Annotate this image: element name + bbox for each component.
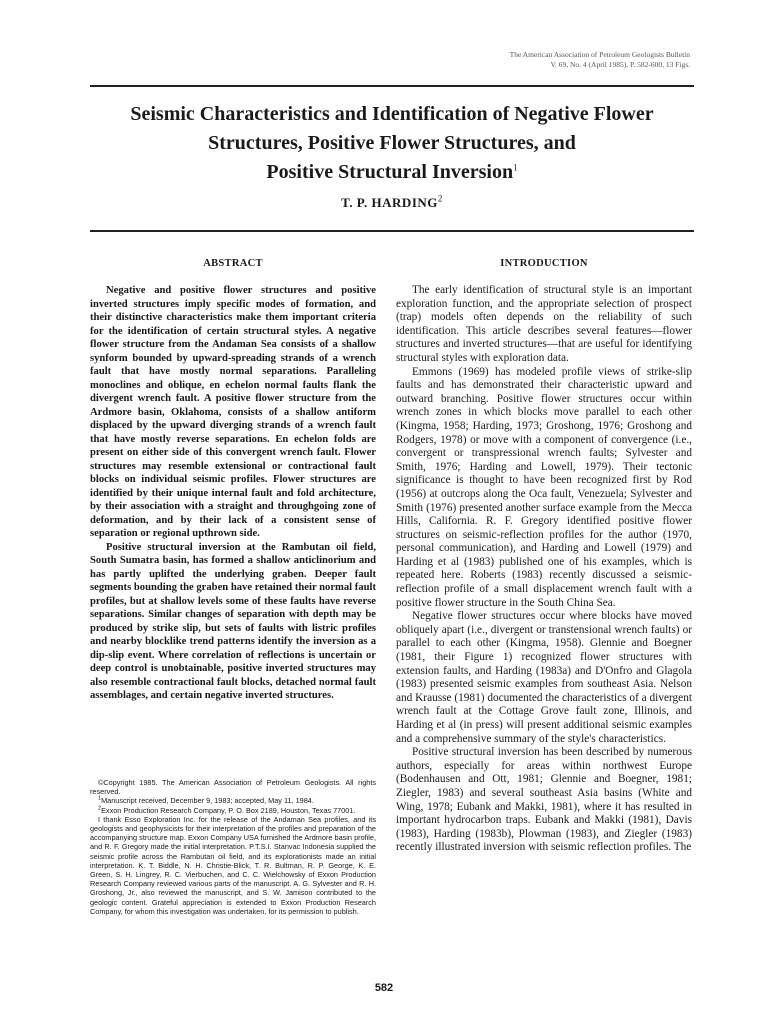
footnote-1-mark: 1 xyxy=(98,795,102,802)
bottom-rule xyxy=(90,230,694,232)
footnote-2-text: Exxon Production Research Company, P. O. Box 2189, Houston, Texas 77001. xyxy=(101,805,356,815)
journal-header-line-2: V. 69, No. 4 (April 1985), P. 582-600, 13 Figs. xyxy=(550,60,690,69)
page-number: 582 xyxy=(374,982,394,994)
author-name: T. P. HARDING xyxy=(341,195,438,210)
author-footnote-mark: 2 xyxy=(437,193,443,204)
introduction-heading: INTRODUCTION xyxy=(500,258,588,269)
introduction-paragraph-1: The early identification of structural style is an important exploration function, and the appropriate selection of prospect (trap) models often depends on the reliability of such identification. This article describes several features—flower structures and inverted structures—that are useful for identifying structural styles with exploration data. xyxy=(396,284,692,364)
journal-header xyxy=(510,50,690,70)
footnote-1 xyxy=(90,796,376,805)
top-rule xyxy=(90,85,694,87)
introduction-paragraph-3: Negative flower structures occur where blocks have moved obliquely apart (i.e., divergent or transtensional wrench faults) or parallel to each other (Kingma, 1958). Glennie and Boegner (1981, their Figure 1) recognized flower structures with extension faults, and Harding (1983a) and D'Onfro and Glagola (1983) presented seismic examples from southeast Asia. Nelson and Krausse (1981) documented the characteristics of a divergent wrench fault at the Cottage Grove fault zone, Illinois, and Harding et al (in press) will present additional seismic examples and a comprehensive summary of the style's characteristics. xyxy=(396,610,692,745)
title-line-1: Seismic Characteristics and Identification of Negative Flower xyxy=(130,103,654,125)
title-footnote-mark: 1 xyxy=(513,162,518,173)
acknowledgment: I thank Esso Exploration Inc. for the release of the Andaman Sea profiles, and its geologists and geophysicists for their interpretation of the profiles and preparation of the accompanying structure map. Exxon Company USA furnished the Ardmore basin profile, and R. F. Gregory made the initial interpretation. P.T.S.I. Stanvac Indonesia supplied the seismic profile across the Rambutan oil field, and its explorationists made an initial interpretation. K. T. Biddle, N. H. Christie-Blick, T. R. Bultman, R. P. George, K. E. Green, S. H. Lingrey, R. C. Vierbuchen, and C. C. Wielchowsky of Exxon Production Research Company reviewed various parts of the manuscript. A. G. Sylvester and R. H. Groshong, Jr., also reviewed the manuscript, and S. W. Jamison contributed to the geologic content. Grateful appreciation is extended to Exxon Production Research Company, for whom this investigation was undertaken, for its permission to publish. xyxy=(90,814,376,916)
title-line-3 xyxy=(90,158,694,187)
introduction-paragraph-4: Positive structural inversion has been described by numerous authors, especially for areas within northwest Europe (Bodenhausen and Ott, 1981; Glennie and Boegner, 1981; Ziegler, 1983) and several southeast Asia basins (White and Wing, 1978; Eubank and Makki, 1981), where it has resulted in important hydrocarbon traps. Eubank and Makki (1981), Davis (1983), Harding (1983b), Plowman (1983), and Ziegler (1983) recently illustrated inversion with seismic reflection profiles. The xyxy=(396,746,692,854)
footnotes xyxy=(90,778,376,916)
footnote-2-mark: 2 xyxy=(98,805,102,812)
author xyxy=(90,195,694,211)
abstract-section xyxy=(90,258,376,703)
copyright-notice: ©Copyright 1985. The American Association of Petroleum Geologists. All rights reserved. xyxy=(90,778,376,797)
introduction-section xyxy=(396,258,692,855)
footnote-2 xyxy=(90,806,376,815)
journal-header-line-1: The American Association of Petroleum Geologists Bulletin xyxy=(509,50,690,59)
article-title xyxy=(90,100,694,187)
title-line-3-text: Positive Structural Inversion xyxy=(266,161,514,183)
footnote-1-text: Manuscript received, December 9, 1983; accepted, May 11, 1984. xyxy=(101,796,314,806)
introduction-paragraph-2: Emmons (1969) has modeled profile views of strike-slip faults and has demonstrated their characteristic upward and outward branching. Positive flower structures occur within wrench zones in which blocks move parallel to each other (Kingma, 1958; Harding, 1973; Groshong, 1976; Groshong and Rodgers, 1978) or move with a component of convergence (i.e., convergent or transpressional wrench faults; Sylvester and Smith, 1976; Harding and Lowell, 1979). Their tectonic significance is thought to have been recognized first by Rod (1956) at outcrops along the Oca fault, Venezuela; Sylvester and Smith (1976) presented another surface example from the Mecca Hills, California. R. F. Gregory identified positive flower structures on seismic-reflection profiles for the author (1970, personal communication), and Harding and Lowell (1979) and Harding et al (1983) published one of his examples, which is repeated here. Roberts (1983) recently discussed a seismic-reflection profile of a small displacement wrench fault with a positive flower structure in the South China Sea. xyxy=(396,365,692,609)
title-line-2: Structures, Positive Flower Structures, and xyxy=(208,132,576,154)
abstract-heading: ABSTRACT xyxy=(203,258,263,269)
abstract-paragraph-2: Positive structural inversion at the Rambutan oil field, South Sumatra basin, has formed a shallow anticlinorium and has partly uplifted the underlying graben. Deeper fault segments bounding the graben have retained their normal fault profiles, but at shallow levels some of these faults have reverse separations. Similar changes of separation with depth may be produced by strike slip, but sets of faults with listric profiles and nearby blocklike trend patterns identify the inversion as a dip-slip event. Where correlation of reflections is uncertain or deep control is unobtainable, positive inverted structures may also resemble contractional fault blocks, detached normal fault assemblages, and certain negative inverted structures. xyxy=(90,541,376,701)
abstract-paragraph-1: Negative and positive flower structures and positive inverted structures imply specific modes of formation, and their distinctive characteristics make them important criteria for the identification of certain structural styles. A negative flower structure from the Andaman Sea consists of a shallow synform bounded by upward-spreading strands of a wrench fault that have mostly normal separations. Paralleling monoclines and oblique, en echelon normal faults flank the divergent wrench fault. A positive flower structure from the Ardmore basin, Oklahoma, consists of a shallow antiform displaced by the upward diverging strands of a wrench fault that have mostly reverse separations. En echelon folds are present on either side of this convergent wrench fault. Flower structures may resemble extensional or contractional fault blocks on individual seismic profiles. Flower structures are identified by their unique internal fault and fold architecture, by their association with a straight and throughgoing zone of deformation, and by their lack of a consistent sense of separation or regional upthrown side. xyxy=(90,285,376,539)
